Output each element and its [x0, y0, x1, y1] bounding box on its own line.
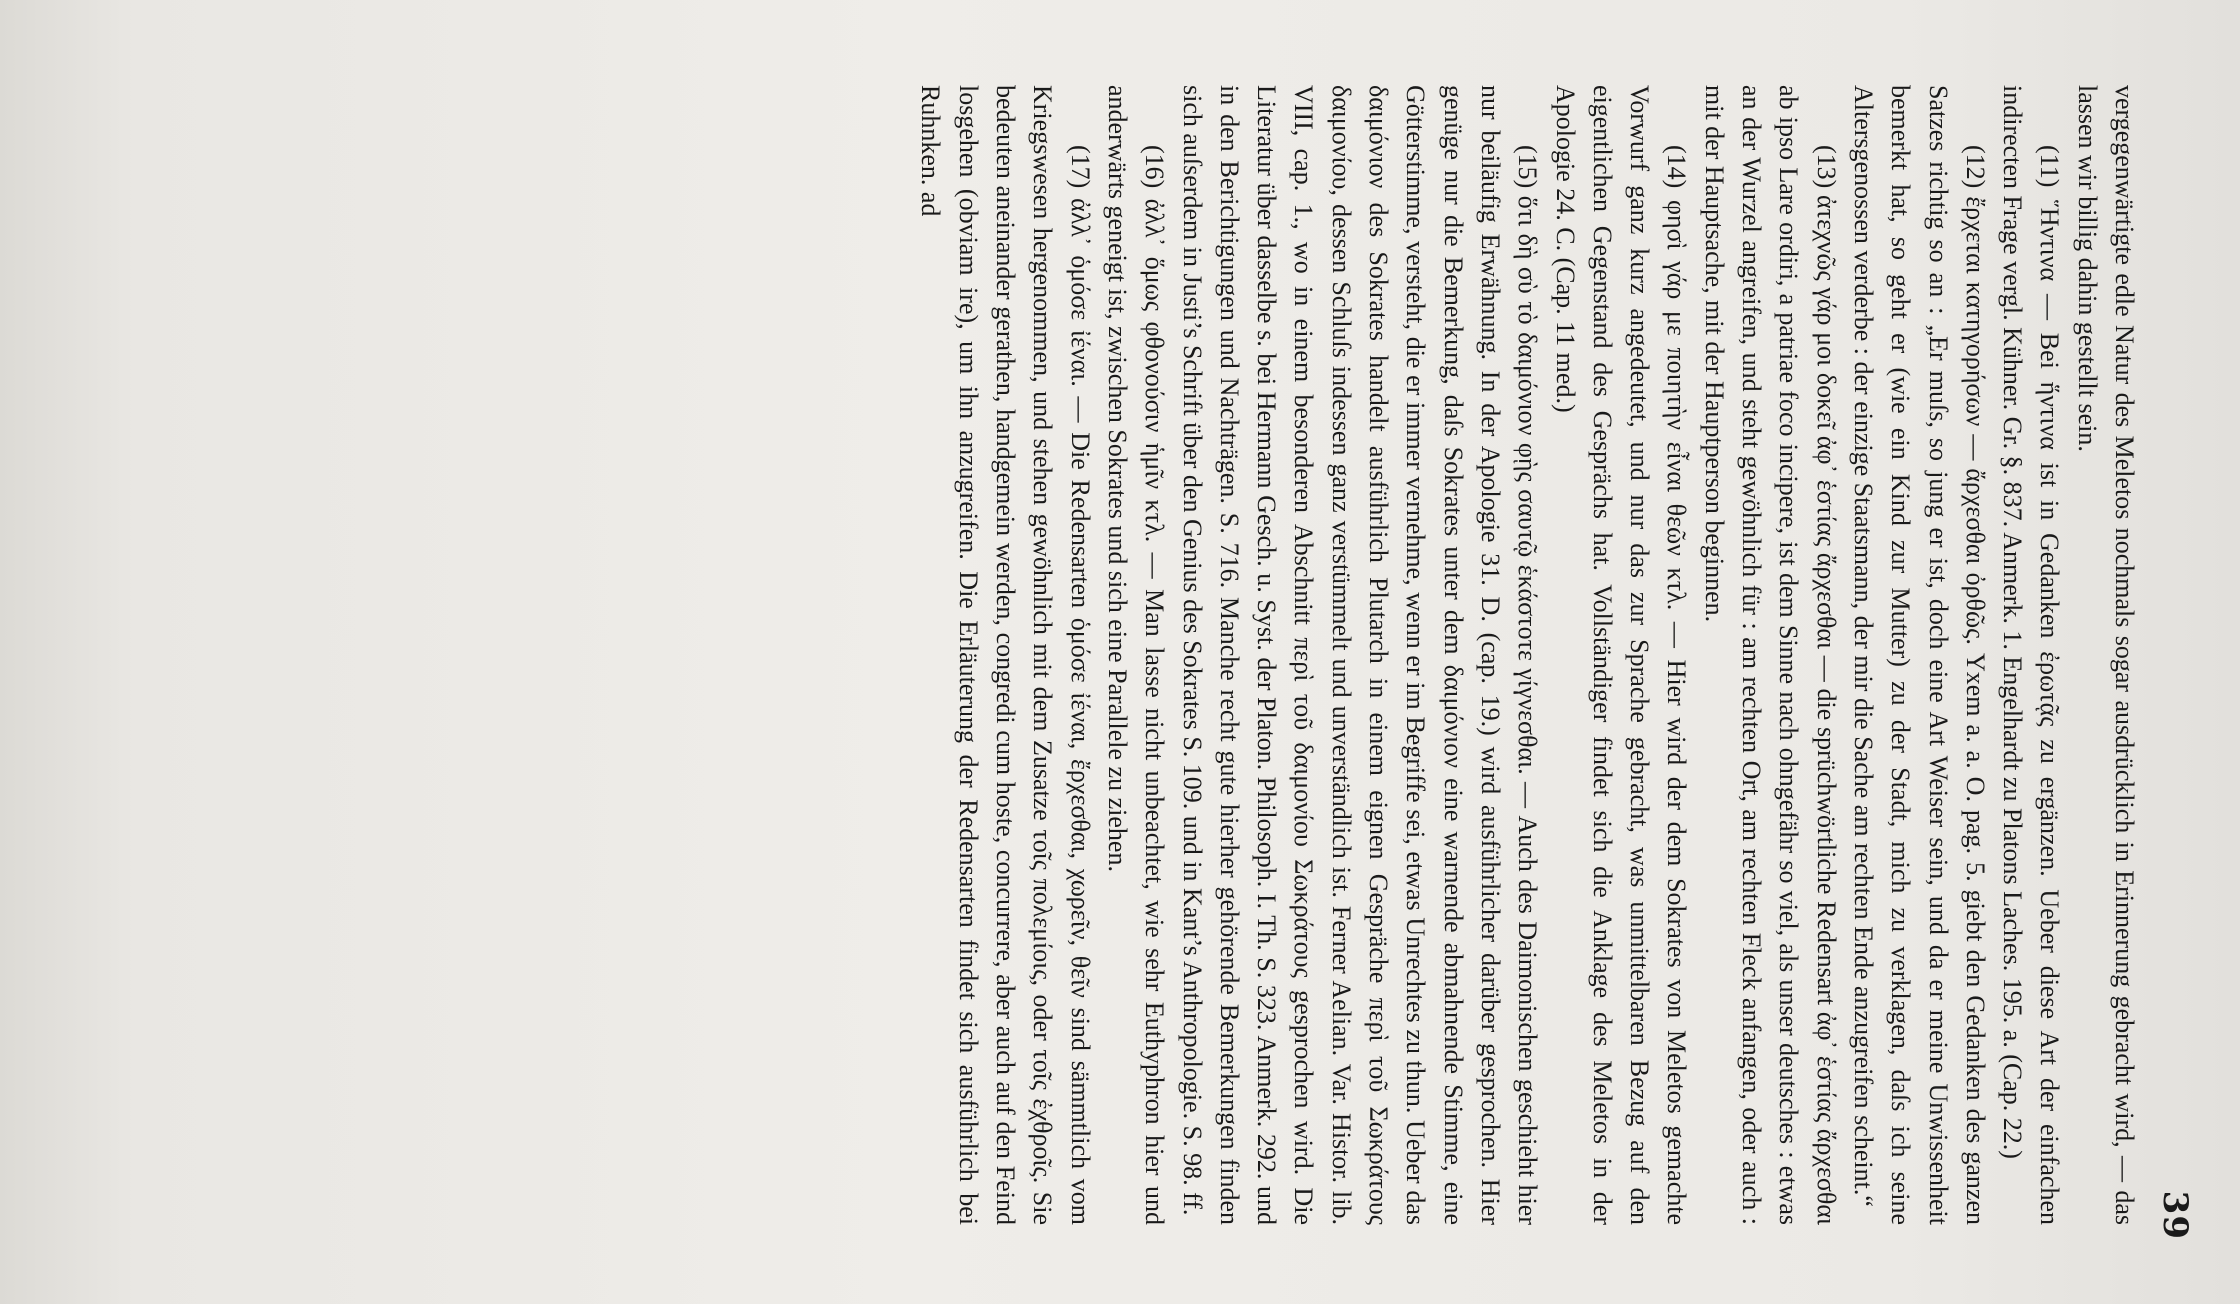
note-12: (12) ἔρχεται κατηγορήσων — ἄρχεσθαι ὀρθῶς. Yxem a. a. O. pag. 5. giebt den Gedanken des ganzen Satzes richtig so an : „Er muſs, so jung er ist, doch eine Art Weiser sein, und da er meine Unwissenheit bemerkt hat, so geht er (wie ein Kind zur Mutter) zu der Stadt, mich zu verklagen, daſs ich seine Altersgenossen verderbe : der einzige Staatsmann, der mir die Sache am rechten Ende anzugreifen scheint.“ [1848, 85, 1990, 1225]
note-11: (11) Ἥντινα — Bei ἥντινα ist in Gedanken ἐρωτᾷς zu ergänzen. Ueber diese Art der einfachen indirecten Frage vergl. Kühner. Gr. §. 837. Anmerk. 1. Engelhardt zu Platons Laches. 195. a. (Cap. 22.) [1998, 85, 2065, 1225]
paragraph-continuation: vergegenwärtigte edle Natur des Meletos nochmals sogar ausdrücklich in Erinnerung gebracht wird, — das lassen wir billig dahin gestellt sein. [2072, 85, 2139, 1225]
note-17: (17) ἀλλ᾽ ὁμόσε ἰέναι. — Die Redensarten ὁμόσε ἰέναι, ἔρχεσθαι, χωρεῖν, θεῖν sind sämmtlich vom Kriegswesen hergenommen, und stehen gewöhnlich mit dem Zusatze τοῖς πολεμίοις, oder τοῖς ἐχθροῖς. Sie bedeuten aneinander gerathen, handgemein werden, congredi cum hoste, concurrere, aber auch auf den Feind losgehen (obviam ire), um ihn anzugreifen. Die Erläuterung der Redensarten findet sich ausführlich bei Ruhnken. ad [916, 85, 1095, 1225]
note-16: (16) ἀλλ᾽ ὅμως φθονούσιν ἡμῖν κτλ. — Man lasse nicht unbeachtet, wie sehr Euthyphron hier und anderwärts geneigt ist, zwischen Sokrates und sich eine Parallele zu ziehen. [1102, 85, 1170, 1225]
page-number: 39 [2155, 1190, 2195, 1240]
note-14: (14) φησὶ γάρ με ποιητὴν εἶναι θεῶν κτλ. — Hier wird der dem Sokrates von Meletos gemachte Vorwurf ganz kurz angedeutet, und nur das zur Sprache gebracht, was unmittelbaren Bezug auf den eigentlichen Gegenstand des Gesprächs hat. Vollständiger findet sich die Anklage des Meletos in der Apologie 24. C. (Cap. 11 med.) [1550, 85, 1692, 1225]
note-13: (13) ἀτεχνῶς γάρ μοι δοκεῖ ἀφ᾽ ἑστίας ἄρχεσθαι — die sprüchwörtliche Redensart ἀφ᾽ ἑστίας ἄρχεσθαι ab ipso Lare ordiri, a patriae foco incipere, ist dem Sinne nach ohngefähr so viel, als unser deutsches : etwas an der Wurzel angreifen, und steht gewöhnlich für : am rechten Ort, am rechten Fleck anfangen, oder auch : mit der Hauptsache, mit der Hauptperson beginnen. [1699, 85, 1841, 1225]
rotated-book-page [45, 30, 2195, 1280]
note-15: (15) ὅτι δὴ σὺ τὸ δαιμόνιον φῂς σαυτῷ ἑκάστοτε γίγνεσθαι. — Auch des Daimonischen geschieht hier nur beiläufig Erwähnung. In der Apologie 31. D. (cap. 19.) wird ausführlicher darüber gesprochen. Hier genüge nur die Bemerkung, daſs Sokrates unter dem δαιμόνιον eine warnende abmahnende Stimme, eine Götterstimme, versteht, die er immer vernehme, wenn er im Begriffe sei, etwas Unrechtes zu thun. Ueber das δαιμόνιον des Sokrates handelt ausführlich Plutarch in einem eignen Gespräche περὶ τοῦ Σωκράτους δαιμονίου, dessen Schluſs indessen ganz verstümmelt und unverständlich ist. Ferner Aelian. Var. Histor. lib. VIII, cap. 1., wo in einem besonderen Abschnitt περὶ τοῦ δαιμονίου Σωκράτους gesprochen wird. Die Literatur über dasselbe s. bei Hermann Gesch. u. Syst. der Platon. Philosoph. I. Th. S. 323. Anmerk. 292. und in den Berichtigungen und Nachträgen. S. 716. Manche recht gute hierher gehörende Bemerkungen finden sich auſserdem in Justi’s Schrift über den Genius des Sokrates S. 109. und in Kant’s Anthropologie. S. 98. ff. [1177, 85, 1543, 1225]
page-text [912, 85, 2143, 1225]
